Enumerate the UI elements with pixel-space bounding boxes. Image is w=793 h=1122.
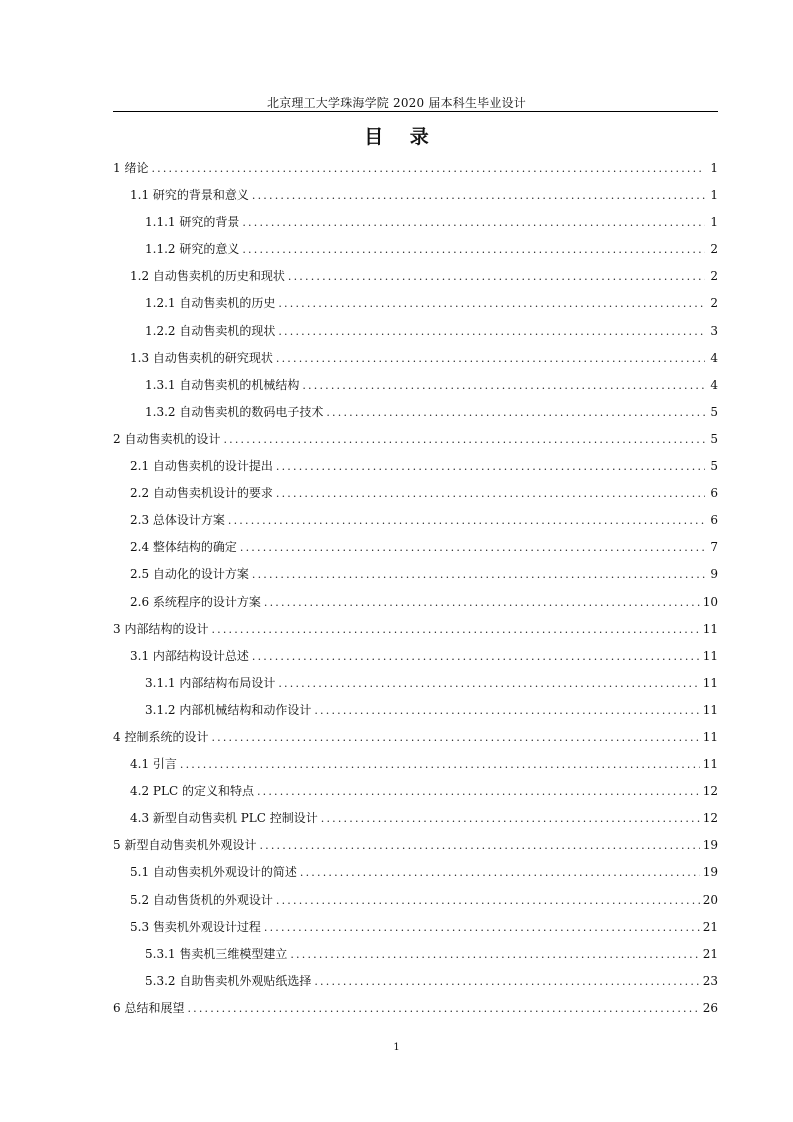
toc-entry-page: 4 [710,377,718,392]
toc-entry-page: 2 [710,296,718,311]
toc-dot-leader [276,480,705,507]
toc-entry[interactable] [113,643,718,670]
toc-entry[interactable] [113,209,718,236]
toc-entry-page: 19 [702,838,718,853]
page-number: 1 [393,1042,400,1053]
toc-dot-leader [288,263,705,290]
toc-dot-leader [252,182,705,209]
toc-dot-leader [314,968,699,995]
toc-entry-label: 1.2.2 自动售卖机的现状 [145,323,276,338]
toc-entry-page: 11 [702,729,718,744]
toc-entry-label: 2.5 自动化的设计方案 [130,567,249,582]
toc-entry[interactable] [113,480,718,507]
toc-entry[interactable] [113,236,718,263]
toc-entry-label: 1.2.1 自动售卖机的历史 [145,296,276,311]
toc-entry[interactable] [113,832,718,859]
toc-entry-label: 5.3.1 售卖机三维模型建立 [145,946,288,961]
toc-entry-label: 4.1 引言 [130,757,177,772]
toc-dot-leader [252,561,705,588]
toc-entry-page: 23 [702,973,718,988]
toc-entry[interactable] [113,534,718,561]
toc-entry-page: 11 [702,648,718,663]
toc-title: 目 录 [364,126,439,148]
toc-entry-page: 6 [710,486,718,501]
toc-dot-leader [278,290,705,317]
toc-entry[interactable] [113,724,718,751]
toc-entry[interactable] [113,859,718,886]
toc-entry[interactable] [113,453,718,480]
toc-entry[interactable] [113,968,718,995]
toc-entry-page: 10 [702,594,718,609]
toc-entry[interactable] [113,589,718,616]
toc-entry[interactable] [113,995,718,1022]
toc-entry[interactable] [113,372,718,399]
toc-entry-page: 11 [702,757,718,772]
toc-dot-leader [259,832,699,859]
toc-entry-page: 5 [710,459,718,474]
toc-entry[interactable] [113,426,718,453]
toc-dot-leader [180,751,700,778]
toc-entry[interactable] [113,616,718,643]
toc-entry-page: 12 [702,811,718,826]
header-divider [113,111,718,112]
toc-entry-label: 3.1 内部结构设计总述 [130,648,249,663]
toc-entry-page: 11 [702,621,718,636]
toc-entry[interactable] [113,670,718,697]
toc-entry-page: 21 [702,946,718,961]
toc-entry[interactable] [113,697,718,724]
toc-entry[interactable] [113,805,718,832]
toc-entry-page: 6 [710,513,718,528]
toc-entry[interactable] [113,182,718,209]
toc-dot-leader [257,778,700,805]
toc-dot-leader [242,209,705,236]
toc-entry-label: 1.3.2 自动售卖机的数码电子技术 [145,404,324,419]
toc-dot-leader [211,724,699,751]
toc-entry-label: 4.2 PLC 的定义和特点 [130,784,254,799]
running-header: 北京理工大学珠海学院 2020 届本科生毕业设计 [267,96,526,110]
toc-entry-label: 1.1 研究的背景和意义 [130,188,249,203]
toc-entry[interactable] [113,399,718,426]
toc-entry-page: 4 [710,350,718,365]
toc-dot-leader [187,995,699,1022]
toc-dot-leader [314,697,699,724]
toc-entry-page: 11 [702,675,718,690]
toc-entry-label: 2.4 整体结构的确定 [130,540,237,555]
table-of-contents [113,155,718,1022]
toc-entry-label: 1.1.2 研究的意义 [145,242,240,257]
toc-entry-label: 1.2 自动售卖机的历史和现状 [130,269,285,284]
toc-entry[interactable] [113,263,718,290]
toc-entry-page: 1 [710,161,718,175]
toc-entry-label: 3.1.1 内部结构布局设计 [145,675,276,690]
toc-dot-leader [276,887,700,914]
toc-dot-leader [264,589,700,616]
toc-entry-page: 1 [710,188,718,203]
toc-entry[interactable] [113,941,718,968]
toc-entry-page: 21 [702,919,718,934]
toc-entry-label: 1.3.1 自动售卖机的机械结构 [145,377,300,392]
toc-entry-label: 5.2 自动售货机的外观设计 [130,892,273,907]
toc-entry-label: 5 新型自动售卖机外观设计 [113,838,257,853]
toc-entry[interactable] [113,507,718,534]
toc-entry[interactable] [113,751,718,778]
toc-entry-label: 2.2 自动售卖机设计的要求 [130,486,273,501]
toc-entry[interactable] [113,887,718,914]
toc-dot-leader [151,155,705,182]
toc-entry-label: 5.1 自动售卖机外观设计的简述 [130,865,297,880]
toc-entry-page: 7 [710,540,718,555]
toc-dot-leader [290,941,699,968]
toc-entry-label: 3 内部结构的设计 [113,621,209,636]
toc-dot-leader [240,534,705,561]
toc-entry-page: 9 [710,567,718,582]
toc-entry-page: 11 [702,702,718,717]
toc-entry-label: 2.3 总体设计方案 [130,513,225,528]
toc-entry[interactable] [113,155,718,182]
toc-dot-leader [264,914,700,941]
toc-dot-leader [326,399,705,426]
toc-entry-page: 12 [702,784,718,799]
toc-entry-label: 3.1.2 内部机械结构和动作设计 [145,702,312,717]
toc-entry-page: 26 [702,1000,718,1015]
toc-entry[interactable] [113,561,718,588]
toc-entry-label: 4.3 新型自动售卖机 PLC 控制设计 [130,811,318,826]
toc-entry-label: 1.3 自动售卖机的研究现状 [130,350,273,365]
toc-dot-leader [321,805,700,832]
toc-entry[interactable] [113,345,718,372]
toc-entry-page: 5 [710,431,718,446]
toc-entry-page: 3 [710,323,718,338]
toc-dot-leader [276,453,705,480]
toc-dot-leader [242,236,705,263]
toc-dot-leader [302,372,705,399]
toc-dot-leader [276,345,705,372]
toc-dot-leader [228,507,705,534]
toc-entry-label: 6 总结和展望 [113,1000,185,1015]
toc-entry[interactable] [113,914,718,941]
toc-entry-label: 5.3 售卖机外观设计过程 [130,919,261,934]
toc-entry-page: 2 [710,242,718,257]
toc-entry-label: 2.1 自动售卖机的设计提出 [130,459,273,474]
toc-entry[interactable] [113,290,718,317]
toc-entry-page: 1 [710,215,718,230]
toc-entry-label: 1.1.1 研究的背景 [145,215,240,230]
toc-entry-label: 5.3.2 自助售卖机外观贴纸选择 [145,973,312,988]
toc-dot-leader [211,616,699,643]
toc-dot-leader [278,670,699,697]
toc-entry-label: 2.6 系统程序的设计方案 [130,594,261,609]
toc-entry-page: 5 [710,404,718,419]
toc-entry[interactable] [113,318,718,345]
toc-dot-leader [252,643,700,670]
toc-dot-leader [278,318,705,345]
toc-entry-label: 2 自动售卖机的设计 [113,431,221,446]
toc-entry-page: 20 [702,892,718,907]
toc-entry-page: 19 [702,865,718,880]
toc-entry[interactable] [113,778,718,805]
toc-dot-leader [223,426,705,453]
toc-dot-leader [300,859,700,886]
toc-entry-page: 2 [710,269,718,284]
toc-entry-label: 1 绪论 [113,161,149,175]
toc-entry-label: 4 控制系统的设计 [113,729,209,744]
